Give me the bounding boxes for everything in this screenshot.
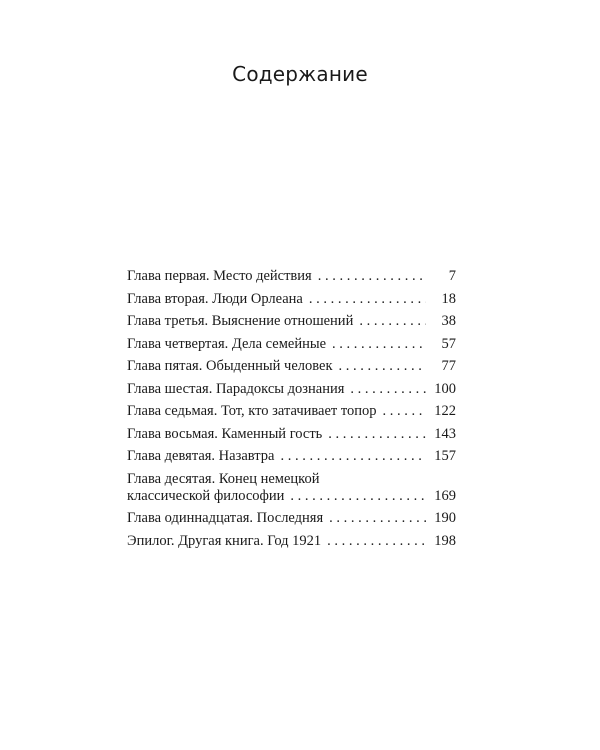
toc-entry-page: 57 [441,335,456,352]
dot-leader [327,533,426,550]
dot-leader [328,426,426,443]
dot-leader [332,336,426,353]
toc-entry [127,336,456,353]
dot-leader [280,448,426,465]
toc-entry-title: Глава третья. Выяснение отношений [127,313,354,329]
toc-entry [127,381,456,398]
dot-leader [290,488,426,505]
toc-entry [127,471,456,505]
toc-entry [127,510,456,527]
table-of-contents [127,268,456,555]
toc-entry-page: 169 [434,487,456,504]
toc-entry [127,403,456,420]
toc-entry-page: 198 [434,532,456,549]
dot-leader [339,358,427,375]
toc-entry-page: 7 [448,268,456,284]
dot-leader [329,510,426,527]
toc-entry [127,533,456,550]
dot-leader [318,268,426,285]
toc-entry-title: Глава одиннадцатая. Последняя [127,510,324,526]
toc-entry-title: Глава седьмая. Тот, кто затачивает топор [127,403,377,419]
dot-leader [383,403,426,420]
toc-entry-page: 77 [441,358,456,374]
toc-entry [127,358,456,375]
dot-leader [309,291,426,308]
toc-entry-title: Глава девятая. Назавтра [127,448,275,464]
dot-leader [359,313,426,330]
toc-entry [127,291,456,308]
toc-entry-page: 18 [441,290,456,307]
toc-entry-title: Глава восьмая. Каменный гость [127,425,323,442]
page-title: Содержание [232,62,368,86]
toc-entry [127,448,456,465]
toc-entry-page: 122 [434,403,456,419]
toc-entry-title: Глава первая. Место действия [127,268,312,284]
toc-entry-title: Глава вторая. Люди Орлеана [127,290,303,307]
toc-entry [127,313,456,330]
toc-entry-title: Глава четвертая. Дела семейные [127,335,327,352]
toc-entry [127,268,456,285]
toc-entry-title: Эпилог. Другая книга. Год 1921 [127,532,322,549]
toc-entry-page: 100 [434,380,456,397]
dot-leader [350,381,426,398]
toc-entry-title-line1: Глава десятая. Конец немецкой [127,470,320,487]
toc-entry [127,426,456,443]
toc-entry-title: классической философии [127,487,285,504]
toc-entry-title: Глава пятая. Обыденный человек [127,358,333,374]
toc-entry-page: 157 [434,448,456,464]
toc-entry-page: 38 [441,313,456,329]
toc-entry-page: 190 [434,510,456,526]
toc-entry-title: Глава шестая. Парадоксы дознания [127,380,345,397]
toc-entry-page: 143 [434,425,456,442]
